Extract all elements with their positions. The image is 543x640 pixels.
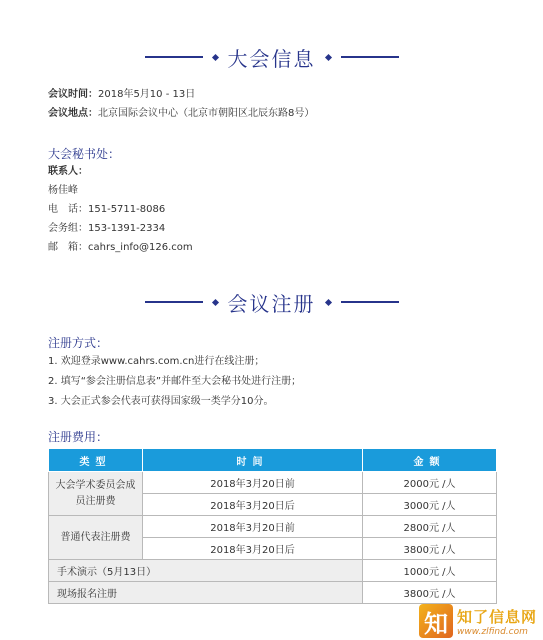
header-time: 时间 <box>143 449 363 472</box>
meeting-time-row <box>48 88 195 102</box>
header-amount: 金额 <box>363 449 497 472</box>
committee-amount-after: 3000元 /人 <box>363 494 497 516</box>
watermark-text <box>457 606 537 637</box>
table-row <box>49 472 497 494</box>
title-line-left <box>145 301 203 303</box>
meeting-place-value: 北京国际会议中心（北京市朝阳区北辰东路8号） <box>98 108 315 119</box>
title-diamond-right <box>324 53 331 60</box>
registration-fee-table <box>48 448 497 604</box>
general-date-before: 2018年3月20日前 <box>143 516 363 538</box>
general-date-after: 2018年3月20日后 <box>143 538 363 560</box>
surgery-demo-amount: 1000元 /人 <box>363 560 497 582</box>
title-diamond-left <box>211 53 218 60</box>
registration-fee-heading: 注册费用： <box>48 430 109 444</box>
onsite-registration-label: 现场报名注册 <box>49 582 363 604</box>
general-category: 普通代表注册费 <box>49 516 143 560</box>
general-amount-after: 3800元 /人 <box>363 538 497 560</box>
table-row <box>49 560 497 582</box>
committee-date-before: 2018年3月20日前 <box>143 472 363 494</box>
watermark-url: www.zlfind.com <box>456 626 528 637</box>
registration-title: 会议注册 <box>227 291 316 316</box>
conference-info-title: 大会信息 <box>227 46 316 71</box>
title-diamond-left <box>211 298 218 305</box>
contact-name: 杨佳峰 <box>48 185 78 196</box>
meeting-time-label: 会议时间： <box>48 89 98 100</box>
secretariat-heading: 大会秘书处： <box>48 147 121 161</box>
registration-method-heading: 注册方式： <box>48 336 109 350</box>
watermark-brand: 知了信息网 <box>456 607 537 626</box>
site-watermark <box>419 604 537 638</box>
watermark-logo-icon: 知 <box>419 604 453 638</box>
meeting-time-value: 2018年5月10 - 13日 <box>98 89 196 100</box>
registration-method-1: 1. 欢迎登录www.cahrs.com.cn进行在线注册； <box>48 356 265 367</box>
contact-label-row <box>48 165 88 179</box>
contact-phone: 电 话：151-5711-8086 <box>48 204 166 215</box>
registration-method-3: 3. 大会正式参会代表可获得国家级一类学分10分。 <box>48 396 274 407</box>
table-row <box>49 516 497 538</box>
contact-label: 联系人： <box>48 166 88 177</box>
committee-amount-before: 2000元 /人 <box>363 472 497 494</box>
title-diamond-right <box>324 298 331 305</box>
fee-table-header-row <box>49 449 497 472</box>
registration-title-bar <box>0 287 543 317</box>
title-line-right <box>341 56 399 58</box>
conference-info-title-bar <box>0 42 543 72</box>
onsite-registration-amount: 3800元 /人 <box>363 582 497 604</box>
header-type: 类型 <box>49 449 143 472</box>
committee-date-after: 2018年3月20日后 <box>143 494 363 516</box>
surgery-demo-label: 手术演示（5月13日） <box>49 560 363 582</box>
meeting-place-row <box>48 107 314 121</box>
registration-method-2: 2. 填写“参会注册信息表”并邮件至大会秘书处进行注册； <box>48 376 302 387</box>
title-line-right <box>341 301 399 303</box>
contact-email: 邮 箱：cahrs_info@126.com <box>48 242 193 253</box>
general-amount-before: 2800元 /人 <box>363 516 497 538</box>
title-line-left <box>145 56 203 58</box>
meeting-place-label: 会议地点： <box>48 108 98 119</box>
table-row <box>49 582 497 604</box>
committee-category: 大会学术委员会成员注册费 <box>49 472 143 516</box>
affairs-phone: 会务组：153-1391-2334 <box>48 223 166 234</box>
